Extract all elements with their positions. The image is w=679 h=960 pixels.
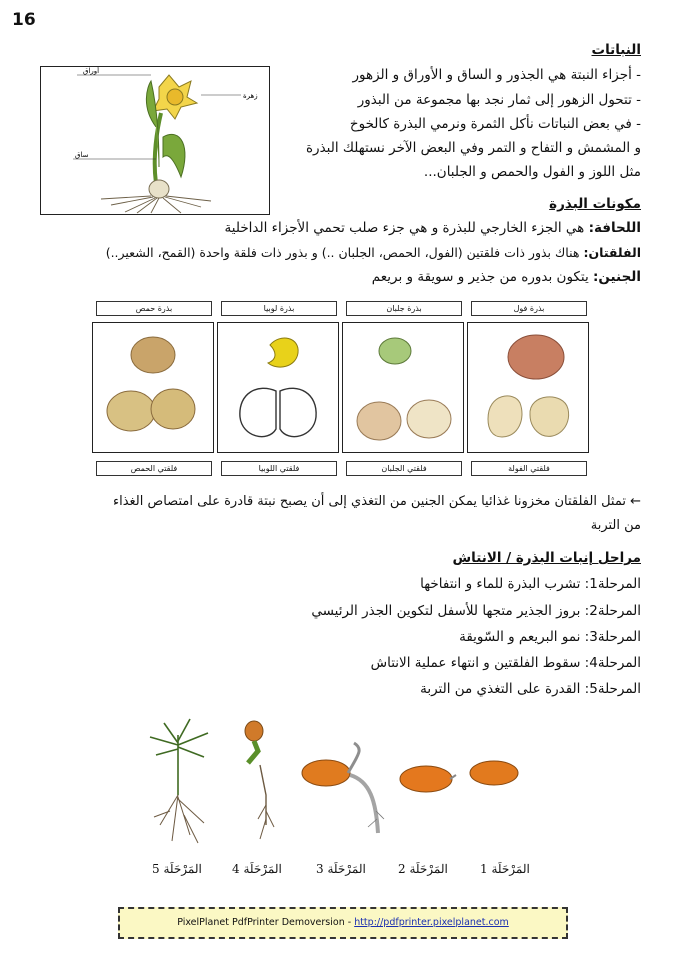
stage-3-image [302,743,384,833]
chickpea-cotyledons-image [107,389,195,431]
seed-item-coat [225,220,641,236]
plants-line-4: و المشمش و التفاح و التمر وفي البعض الآخر نستهلك البذرة [305,140,641,156]
stage-4-image [245,721,274,839]
footer-link[interactable]: http://pdfprinter.pixelplanet.com [354,917,509,928]
bean-box [217,322,339,453]
roots [101,196,211,213]
demo-footer [118,907,568,939]
daffodil-flower [153,75,197,119]
seed-item-embryo-term: الجنين: [593,269,641,285]
seed-item-cotyledons [106,245,641,260]
seed-heading: مكونات البذرة [549,196,641,212]
germination-stage-5: المرحلة5: القدرة على التغذي من التربة [420,681,641,697]
pea-cotyledons-image [357,400,451,440]
caption-fava-cotyledons: فلقتي الفولة [471,461,587,476]
bean-seed-image [268,338,298,367]
pea-box [342,322,464,453]
seed-item-coat-term: اللحافة: [588,220,641,236]
leaf-label: زهرة [243,92,258,100]
fava-seed-image [508,335,564,379]
caption-bean-seed: بذرة لوبيا [221,301,337,316]
stage-label-1: المَرْحَلَة 1 [480,862,530,876]
caption-pea-cotyledons: فلقتي الجلبان [346,461,462,476]
germination-heading: مراحل إنبات البذرة / الانتاش [452,550,641,566]
stage-label-4: المَرْحَلَة 4 [232,862,282,876]
cotyledon-note-line-1: ← تمثل الفلقتان مخزونا غذائيا يمكن الجنين من التغذي إلى أن يصبح نبتة قادرة على امتصاص الغذاء [112,494,641,509]
plants-line-5: مثل اللوز و الفول والحمص و الجلبان... [423,164,641,180]
germination-stage-1: المرحلة1: تشرب البذرة للماء و انتفاخها [420,576,641,592]
plants-line-2: - تتحول الزهور إلى ثمار نجد بها مجموعة من البذور [357,92,641,108]
plant-illustration [41,67,269,214]
germination-stage-3: المرحلة3: نمو البريعم و السّويقة [459,629,641,645]
stage-5-image [150,719,208,843]
stage-label-5: المَرْحَلَة 5 [152,862,202,876]
cotyledon-note-line-2: من التربة [590,518,641,533]
caption-fava-seed: بذرة فول [471,301,587,316]
fava-cotyledons-image [488,396,569,437]
chickpea-box [92,322,214,453]
stage-1-image [470,761,518,785]
stage-label-3: المَرْحَلَة 3 [316,862,366,876]
seed-item-cotyledons-term: الفلقتان: [583,245,641,260]
chickpea-seed-image [131,337,175,373]
fava-box [467,322,589,453]
stage-label-2: المَرْحَلَة 2 [398,862,448,876]
seed-item-embryo-text: يتكون بدوره من جذير و سويقة و بريعم [371,269,593,285]
seed-item-embryo [372,269,641,285]
seed-item-cotyledons-text: هناك بذور ذات فلقتين (الفول، الحمص، الجلبان ..) و بذور ذات فلقة واحدة (القمح، الشعير..) [105,245,584,260]
page-number: 16 [12,10,36,30]
plants-line-3: - في بعض النباتات نأكل الثمرة ونرمي البذرة كالخوخ [349,116,641,132]
footer-text: PixelPlanet PdfPrinter Demoversion - [177,917,355,928]
bean-cotyledons-image [240,388,316,436]
stage-2-image [400,766,456,792]
germination-stage-2: المرحلة2: بروز الجذير متجها للأسفل لتكوين الجذر الرئيسي [311,603,641,619]
pea-seed-image [379,338,411,364]
plant-diagram [40,66,270,215]
plants-heading: النباتات [591,42,641,58]
stem-label: ساق [75,151,89,159]
caption-chickpea-seed: بذرة حمص [96,301,212,316]
caption-bean-cotyledons: فلقتي اللوبيا [221,461,337,476]
seed-item-coat-text: هي الجزء الخارجي للبذرة و هي جزء صلب تحمي الأجزاء الداخلية [224,220,589,236]
plants-line-1: - أجزاء النبتة هي الجذور و الساق و الأوراق و الزهور [352,67,641,83]
caption-pea-seed: بذرة جلبان [346,301,462,316]
germination-illustration [120,715,560,855]
germination-stage-4: المرحلة4: سقوط الفلقتين و انتهاء عملية الانتاش [370,655,641,671]
caption-chickpea-cotyledons: فلقتي الحمص [96,461,212,476]
flower-label: أوراق [83,67,100,75]
